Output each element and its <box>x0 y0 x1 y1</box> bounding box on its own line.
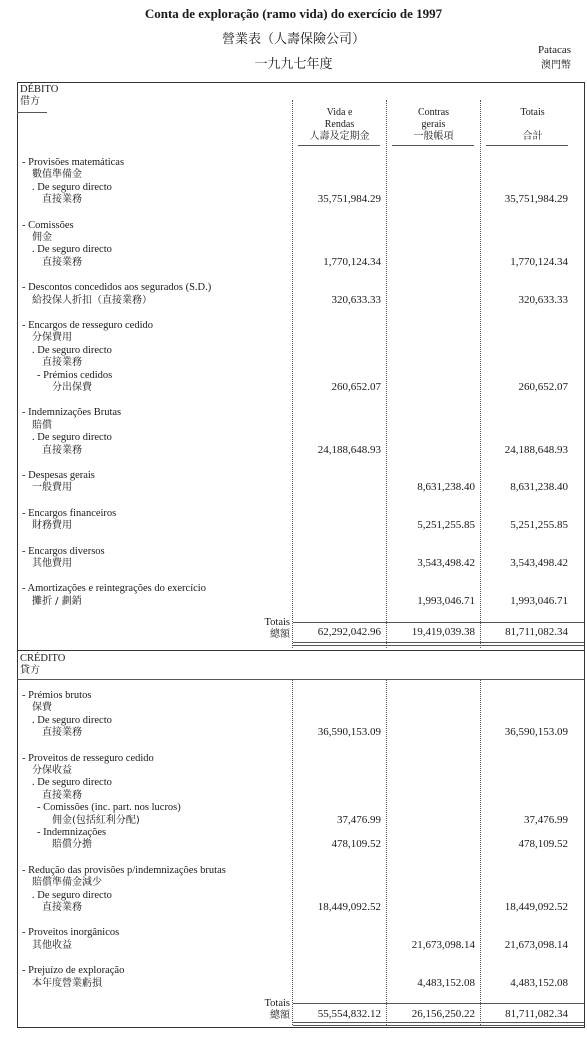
currency-pt: Patacas <box>538 44 571 56</box>
debito-item-4-line-3: 直接業務 <box>42 444 82 456</box>
debito-item-6-v2: 5,251,255.85 <box>417 519 475 532</box>
debito-item-0-line-2: . De seguro directo <box>32 181 112 193</box>
col-contras-zh: 一般帳項 <box>413 131 454 142</box>
debito-item-5-line-0: - Despesas gerais <box>22 470 95 481</box>
debito-item-0-line-3: 直接業務 <box>42 194 82 206</box>
credit-total-label <box>240 998 290 1022</box>
credit-total-totais: 81,711,082.34 <box>505 1008 568 1020</box>
credito-item-1-v1: 37,476.99 <box>337 813 381 826</box>
credit-total-contras: 26,156,250.22 <box>411 1008 475 1020</box>
document-year: 一九九七年度 <box>254 57 333 72</box>
debito-item-5-v3: 8,631,238.40 <box>510 481 568 494</box>
debito-item-4-line-1: 賠償 <box>32 419 52 431</box>
col-totais-zh: 合計 <box>522 131 543 142</box>
debito-item-1-line-3: 直接業務 <box>42 256 82 268</box>
credito-item-0-line-2: . De seguro directo <box>32 714 112 726</box>
debito-item-3-line-5: 分出保費 <box>52 382 92 393</box>
debito-item-3-v3: 260,652.07 <box>518 381 568 393</box>
debito-item-2-v1: 320,633.33 <box>331 293 381 306</box>
document-title: Conta de exploração (ramo vida) do exercício de 1997 <box>144 6 443 21</box>
currency-zh: 澳門幣 <box>541 60 571 71</box>
debit-total-vida: 62,292,042.96 <box>317 626 381 638</box>
debito-item-7-v3: 3,543,498.42 <box>510 557 568 569</box>
debito-item-1-v1: 1,770,124.34 <box>323 255 381 268</box>
debito-item-5-v2: 8,631,238.40 <box>417 481 475 494</box>
col-vida-pt2: Rendas <box>324 119 355 130</box>
credito-item-1-line-6: - Indemnizações <box>37 827 107 838</box>
credito-item-2-line-2: . De seguro directo <box>32 889 112 901</box>
credito-item-1-line-5: 佣金(包括紅利分配) <box>52 814 140 826</box>
credit-label <box>20 653 65 677</box>
credito-item-3-line-1: 其他收益 <box>32 939 72 951</box>
credito-item-4-line-0: - Prejuízo de exploração <box>22 965 125 977</box>
debit-total-totais: 81,711,082.34 <box>505 626 568 638</box>
debito-item-7-line-1: 其他費用 <box>32 558 72 569</box>
credito-item-2-line-3: 直接業務 <box>42 902 82 913</box>
debito-item-3-line-0: - Encargos de resseguro cedido <box>22 320 154 331</box>
col-contras-pt2: gerais <box>421 119 446 130</box>
credito-item-1-line-4: - Comissões (inc. part. nos lucros) <box>37 802 181 814</box>
debito-item-8-line-1: 攤折 / 劃銷 <box>32 595 82 607</box>
col-header-contras <box>387 107 480 143</box>
credito-item-4-v3: 4,483,152.08 <box>510 976 568 989</box>
debito-item-0-v3: 35,751,984.29 <box>504 193 568 206</box>
debito-item-4-line-2: . De seguro directo <box>32 432 112 444</box>
debito-item-8-v3: 1,993,046.71 <box>510 594 568 607</box>
col-header-totais <box>481 107 584 143</box>
credito-item-2-line-1: 賠償準備金減少 <box>32 877 102 889</box>
debit-total-pt: Totais <box>264 617 290 628</box>
debito-item-3-line-4: - Prémios cedidos <box>37 369 113 381</box>
debito-item-3-line-3: 直接業務 <box>42 357 82 369</box>
debito-item-1-line-0: - Comissões <box>22 219 74 231</box>
debito-item-4-line-0: - Indemnizações Brutas <box>22 407 122 419</box>
debito-item-3-line-1: 分保費用 <box>32 332 72 344</box>
credit-label-zh: 貸方 <box>20 665 40 676</box>
debito-item-2-line-1: 給投保人折扣（直接業務） <box>32 294 152 306</box>
debito-item-0-v1: 35,751,984.29 <box>317 193 381 206</box>
debit-total-zh: 總額 <box>270 629 290 640</box>
debito-item-7-line-0: - Encargos diversos <box>22 545 105 557</box>
credito-item-1-line-2: . De seguro directo <box>32 777 112 789</box>
credit-total-pt: Totais <box>264 998 290 1009</box>
debito-item-6-line-1: 財務費用 <box>32 520 72 532</box>
col-totais-pt: Totais <box>520 107 545 118</box>
debito-item-1-v3: 1,770,124.34 <box>510 255 568 268</box>
debit-label-zh: 借方 <box>20 96 40 107</box>
credito-item-0-v1: 36,590,153.09 <box>317 726 381 739</box>
credito-item-4-line-1: 本年度營業虧損 <box>32 977 102 989</box>
debito-item-8-v2: 1,993,046.71 <box>417 594 475 607</box>
credito-item-2-v3: 18,449,092.52 <box>504 901 568 913</box>
debito-item-3-v1: 260,652.07 <box>331 381 381 393</box>
col-contras-pt1: Contras <box>417 107 450 118</box>
credit-total-zh: 總額 <box>270 1010 290 1021</box>
col-header-vida <box>293 107 386 143</box>
debit-label-pt: DÉBITO <box>20 84 59 95</box>
debito-item-6-v3: 5,251,255.85 <box>510 519 568 532</box>
credito-item-4-v2: 4,483,152.08 <box>417 976 475 989</box>
debito-item-2-v3: 320,633.33 <box>518 293 568 306</box>
credito-item-3-line-0: - Proveitos inorgânicos <box>22 927 120 939</box>
credito-item-0-line-1: 保費 <box>32 702 52 714</box>
debito-item-3-line-2: . De seguro directo <box>32 344 112 356</box>
debito-item-6-line-0: - Encargos financeiros <box>22 507 117 519</box>
credito-item-3-v2: 21,673,098.14 <box>411 938 475 951</box>
credito-item-0-line-0: - Prémios brutos <box>22 690 92 701</box>
credito-item-1-v3: 478,109.52 <box>518 838 568 851</box>
debito-item-8-line-0: - Amortizações e reintegrações do exercício <box>22 583 206 595</box>
debito-item-0-line-1: 數值準備金 <box>32 169 82 181</box>
debito-item-1-line-1: 佣金 <box>32 232 52 243</box>
credito-item-1-v1: 478,109.52 <box>331 838 381 851</box>
credito-item-1-v3: 37,476.99 <box>524 813 568 826</box>
debito-item-1-line-2: . De seguro directo <box>32 244 112 256</box>
credito-item-0-v3: 36,590,153.09 <box>504 726 568 739</box>
credito-item-1-line-1: 分保收益 <box>32 765 72 776</box>
credito-item-2-line-0: - Redução das provisões p/indemnizações brutas <box>22 864 226 876</box>
credito-item-1-line-0: - Proveitos de resseguro cedido <box>22 752 154 764</box>
debito-item-4-v1: 24,188,648.93 <box>317 443 381 456</box>
col-vida-pt1: Vida e <box>326 107 353 118</box>
debit-label <box>20 84 58 108</box>
credit-label-pt: CRÉDITO <box>20 653 66 664</box>
credito-item-0-line-3: 直接業務 <box>42 727 82 739</box>
debito-item-7-v2: 3,543,498.42 <box>417 557 475 569</box>
credito-item-1-line-3: 直接業務 <box>42 789 82 801</box>
debito-item-4-v3: 24,188,648.93 <box>504 443 568 456</box>
debito-item-0-line-0: - Provisões matemáticas <box>22 157 125 168</box>
debit-total-label <box>240 617 290 641</box>
credito-item-1-line-7: 賠償分擔 <box>52 839 92 851</box>
debito-item-2-line-0: - Descontos concedidos aos segurados (S.D.) <box>22 282 212 294</box>
credito-item-3-v3: 21,673,098.14 <box>504 938 568 951</box>
document-subtitle: 營業表（人壽保險公司） <box>221 32 365 47</box>
debito-item-5-line-1: 一般費用 <box>32 482 72 494</box>
col-vida-zh: 人壽及定期金 <box>309 131 370 142</box>
credito-item-2-v1: 18,449,092.52 <box>317 901 381 913</box>
credit-total-vida: 55,554,832.12 <box>317 1008 381 1020</box>
debit-total-contras: 19,419,039.38 <box>411 626 475 638</box>
